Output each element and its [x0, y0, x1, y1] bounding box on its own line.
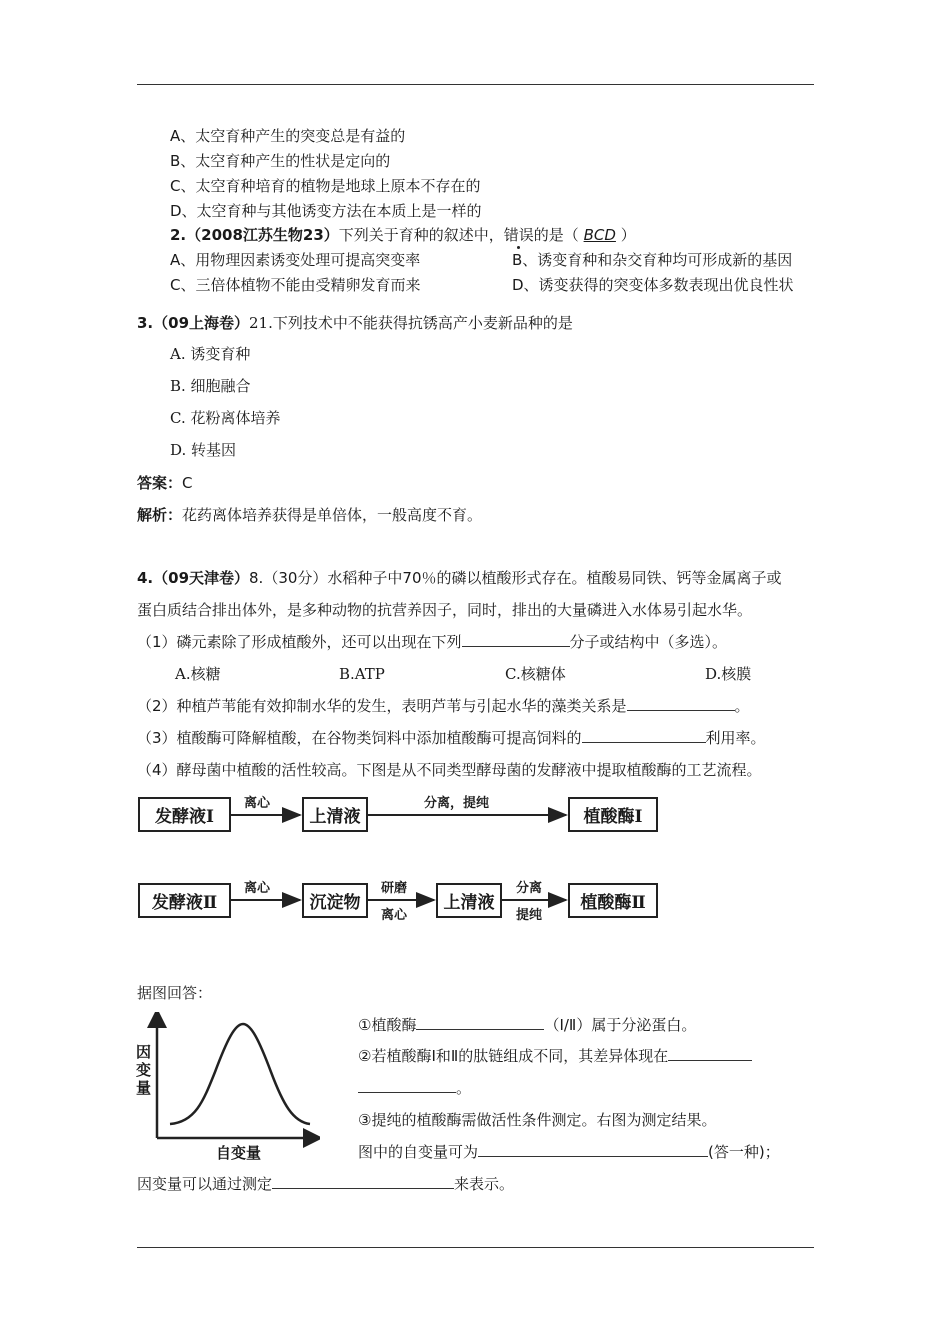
q1-option-b: B、太空育种产生的性状是定向的 [170, 152, 391, 170]
graph-curve [170, 1024, 310, 1124]
flow1-mid-box: 上清液 [302, 797, 368, 832]
q4-part1-option-b: B.ATP [339, 665, 385, 683]
q4-stem1: 8.（30分）水稻种子中70％的磷以植酸形式存在。植酸易同铁、钙等金属离子或 [249, 569, 782, 587]
q3-option-c: C. 花粉离体培养 [170, 409, 281, 427]
q2-stem-a: 下列关于育种的叙述中， [338, 226, 504, 244]
q2-option-d: D、诱变获得的突变体多数表现出优良性状 [512, 276, 794, 294]
q4-sub4 [358, 1142, 780, 1162]
q4-part1-text-a: （1）磷元素除了形成植酸外，还可以出现在下列 [137, 633, 462, 651]
q3-analysis-label: 解析： [137, 506, 183, 524]
flow2-start-box: 发酵液Ⅱ [138, 883, 231, 918]
q2-option-b: B、诱变育种和杂交育种均可形成新的基因 [512, 251, 793, 269]
q2-close: ） [620, 226, 636, 244]
q4-sub1-text-b: （Ⅰ/Ⅱ）属于分泌蛋白。 [544, 1016, 697, 1034]
q2-label: 2.（2008江苏生物23） [170, 226, 339, 244]
q4-sub2-blank-a[interactable] [668, 1046, 752, 1061]
q2-option-c: C、三倍体植物不能由受精卵发育而来 [170, 276, 421, 294]
flow2-mid2-box: 上清液 [436, 883, 502, 918]
q3-answer-label: 答案： [137, 474, 183, 492]
q4-sub1-text-a: ①植酸酶 [358, 1016, 417, 1034]
q4-sub1 [358, 1015, 696, 1035]
q4-sub4-text-a: 图中的自变量可为 [358, 1143, 479, 1161]
footer-rule [137, 1247, 814, 1248]
q3-answer-value: C [182, 474, 193, 492]
q3-label: 3.（09上海卷） [137, 314, 250, 332]
q4-part1-option-a: A.核糖 [175, 665, 221, 683]
flow2-mid1-box: 沉淀物 [302, 883, 368, 918]
q2-answer: BCD [583, 226, 616, 244]
flow2-step3a-label: 分离 [516, 881, 543, 896]
q3-text: 21.下列技术中不能获得抗锈高产小麦新品种的是 [249, 314, 573, 332]
q4-sub2-text-b: 。 [456, 1079, 472, 1097]
graph-x-label: 自变量 [216, 1144, 262, 1162]
flow2-step2b-label: 离心 [381, 908, 408, 923]
q3-analysis-text: 花药离体培养获得是单倍体，一般高度不育。 [182, 506, 483, 524]
flow2-step2a-label: 研磨 [381, 881, 408, 896]
flow1-end-box: 植酸酶Ⅰ [568, 797, 658, 832]
q3-option-a: A. 诱变育种 [170, 345, 251, 363]
q4-sub5-text-b: 来表示。 [454, 1175, 515, 1193]
bell-curve-graph [135, 1012, 320, 1162]
flow2-step1-label: 离心 [244, 881, 271, 896]
q4-part2-text-b: 。 [734, 697, 750, 715]
flow1-start-box: 发酵液Ⅰ [138, 797, 231, 832]
q2-option-a: A、用物理因素诱变处理可提高突变率 [170, 251, 421, 269]
q4-part1-text-b: 分子或结构中（多选）。 [569, 633, 728, 651]
q4-part2-text-a: （2）种植芦苇能有效抑制水华的发生，表明芦苇与引起水华的藻类关系是 [137, 697, 627, 715]
q4-sub2-cont [358, 1078, 471, 1098]
flow2-end-box: 植酸酶Ⅱ [568, 883, 658, 918]
q4-label: 4.（09天津卷） [137, 569, 250, 587]
q4-part3-text-b: 利用率。 [705, 729, 766, 747]
q2-stem-b: 的是（ [533, 226, 579, 244]
q4-part1-option-c: C.核糖体 [505, 665, 566, 683]
q4-sub2-text-a: ②若植酸酶Ⅰ和Ⅱ的肽链组成不同，其差异体现在 [358, 1047, 669, 1065]
q4-part3-text-a: （3）植酸酶可降解植酸，在谷物类饲料中添加植酸酶可提高饲料的 [137, 729, 582, 747]
q4-stem-line2: 蛋白质结合排出体外，是多种动物的抗营养因子，同时，排出的大量磷进入水体易引起水华。 [137, 601, 753, 619]
q4-sub2 [358, 1046, 752, 1066]
q4-sub4-blank[interactable] [478, 1142, 708, 1157]
q4-part4: （4）酵母菌中植酸的活性较高。下图是从不同类型酵母菌的发酵液中提取植酸酶的工艺流程。 [137, 761, 762, 779]
q3-option-b: B. 细胞融合 [170, 377, 251, 395]
q1-option-d: D、太空育种与其他诱变方法在本质上是一样的 [170, 202, 482, 220]
q4-sub4-text-b: (答一种)； [708, 1143, 780, 1161]
q3-option-d: D. 转基因 [170, 441, 237, 459]
flow1-step2-label: 分离，提纯 [424, 796, 490, 811]
flow1-step1-label: 离心 [244, 796, 271, 811]
q4-sub5 [137, 1174, 514, 1194]
q1-option-a: A、太空育种产生的突变总是有益的 [170, 127, 406, 145]
q4-part1-option-d: D.核膜 [705, 665, 752, 683]
graph-y-label: 因变量 [136, 1043, 152, 1097]
q4-sub5-text-a: 因变量可以通过测定 [137, 1175, 273, 1193]
q4-sub1-blank[interactable] [416, 1015, 544, 1030]
q4-sub5-blank[interactable] [272, 1174, 454, 1189]
q2-emphasis: 错误 [503, 226, 534, 244]
flow2-step3b-label: 提纯 [516, 908, 543, 923]
q1-option-c: C、太空育种培育的植物是地球上原本不存在的 [170, 177, 481, 195]
q4-sub3: ③提纯的植酸酶需做活性条件测定。右图为测定结果。 [358, 1111, 717, 1129]
q4-sub2-blank-b[interactable] [358, 1078, 456, 1093]
graph-intro: 据图回答： [137, 984, 213, 1002]
